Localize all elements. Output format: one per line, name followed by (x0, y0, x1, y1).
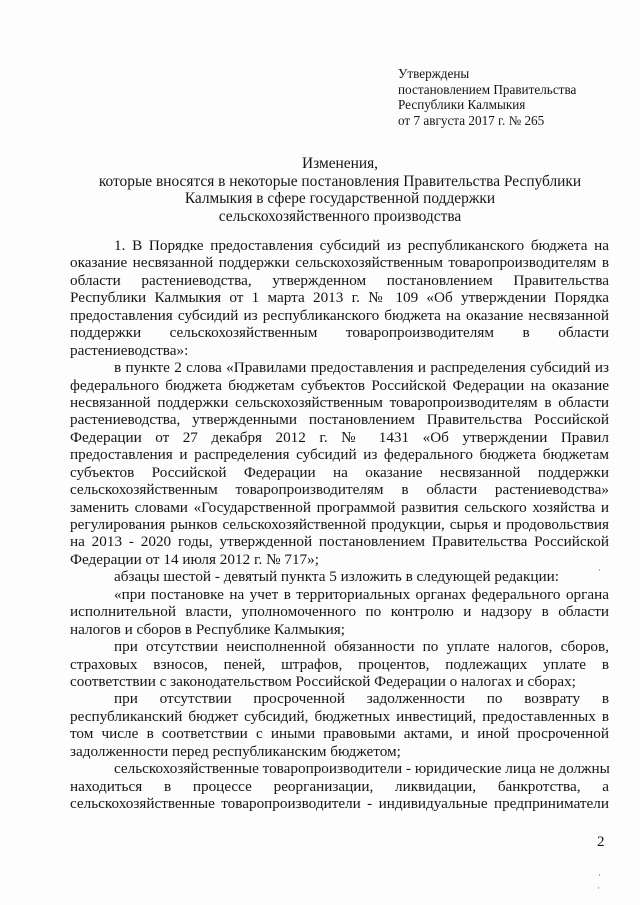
body-line: сельскохозяйственным товаропроизводителям в области растениеводства» (70, 481, 609, 499)
body-line: растениеводства, утвержденными постановлением Правительства Российской (70, 411, 609, 429)
body-line: находиться в процессе реорганизации, ликвидации, банкротства, а (70, 777, 609, 795)
body-line: страховых взносов, пеней, штрафов, процентов, подлежащих уплате в (70, 655, 609, 673)
body-line: Республики Калмыкия от 1 марта 2013 г. № 109 «Об утверждении Порядка (70, 289, 609, 307)
body-line: заменить словами «Государственной программой развития сельского хозяйства и (70, 498, 609, 516)
body-line: федерального бюджета бюджетам субъектов Российской Федерации на оказание (70, 376, 609, 394)
body-line: Федерации от 14 июля 2012 г. № 717»; (70, 550, 319, 568)
body-line: исполнительной власти, уполномоченного по контролю и надзору в области (70, 603, 609, 621)
scan-speck: · (598, 870, 601, 880)
body-line: несвязанной поддержки сельскохозяйственным товаропроизводителям в области (70, 393, 609, 411)
scan-speck: · (598, 565, 601, 575)
body-line: оказание несвязанной поддержки сельскохозяйственным товаропроизводителям в (70, 254, 609, 272)
body-line: растениеводства»: (70, 341, 189, 359)
body-line: в пункте 2 слова «Правилами предоставления и распределения субсидий из (114, 359, 609, 377)
body-line: на 2013 - 2020 годы, утвержденной постановлением Правительства Российской (70, 533, 609, 551)
body-line: налогов и сборов в Республике Калмыкия; (70, 620, 346, 638)
document-body (70, 237, 609, 812)
body-line: соответствии с законодательством Российской Федерации о налогах и сборах; (70, 672, 576, 690)
body-line: Федерации от 27 декабря 2012 г. № 1431 «Об утверждении Правил (70, 428, 609, 446)
body-line: субъектов Российской Федерации на оказание несвязанной поддержки (70, 463, 609, 481)
document-title (70, 155, 610, 225)
title-line: Изменения, (301, 155, 378, 172)
body-line: при отсутствии неисполненной обязанности по уплате налогов, сборов, (114, 638, 609, 656)
body-line: регулирования рынков сельскохозяйственной продукции, сырья и продовольствия (70, 516, 609, 533)
body-line: республиканский бюджет субсидий, бюджетных инвестиций, предоставленных в (70, 707, 609, 725)
body-line: сельскохозяйственные товаропроизводители - юридические лица не должны (114, 760, 610, 778)
page-number: 2 (597, 834, 605, 850)
approval-line: Республики Калмыкия (398, 97, 526, 112)
approval-line: от 7 августа 2017 г. № 265 (398, 112, 545, 128)
approval-line: постановлением Правительства (398, 81, 577, 97)
title-line: которые вносятся в некоторые постановления Правительства Республики (98, 172, 582, 190)
body-line: задолженности перед республиканским бюджетом; (70, 742, 401, 760)
approval-line: Утверждены (398, 66, 470, 81)
body-line: поддержки сельскохозяйственным товаропроизводителям в области (70, 324, 609, 342)
body-line: предоставления субсидий из республиканского бюджета на оказание несвязанной (70, 306, 609, 324)
title-line: Калмыкия в сфере государственной поддержки (184, 190, 496, 207)
body-line: абзацы шестой - девятый пункта 5 изложить в следующей редакции: (114, 568, 560, 586)
body-line: том числе в соответствии с иными правовыми актами, и иной просроченной (70, 725, 609, 743)
body-line: сельскохозяйственные товаропроизводители - индивидуальные предприниматели (70, 795, 609, 812)
approval-stamp (398, 66, 576, 128)
scan-speck: · (597, 883, 600, 893)
body-line: 1. В Порядке предоставления субсидий из республиканского бюджета на (114, 237, 609, 254)
title-line: сельскохозяйственного производства (218, 207, 462, 225)
body-line: при отсутствии просроченной задолженности по возврату в (114, 690, 609, 708)
body-line: предоставления и распределения субсидий из федерального бюджета бюджетам (70, 446, 609, 464)
body-line: области растениеводства, утвержденном постановлением Правительства (70, 271, 609, 289)
body-line: «при постановке на учет в территориальных органах федерального органа (114, 585, 609, 603)
